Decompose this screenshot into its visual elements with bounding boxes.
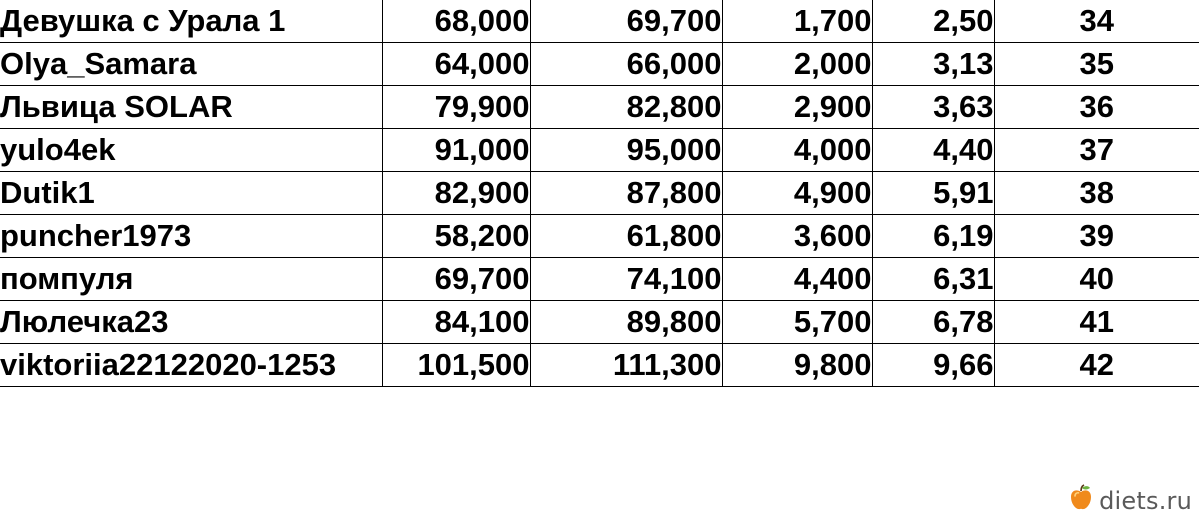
participant-name-cell: Dutik1 [0, 172, 382, 215]
percent-cell: 6,31 [872, 258, 994, 301]
participant-name-cell: Девушка с Урала 1 [0, 0, 382, 43]
percent-cell: 5,91 [872, 172, 994, 215]
start-weight-cell: 79,900 [382, 86, 530, 129]
watermark-text: diets.ru [1099, 486, 1192, 515]
weight-diff-cell: 4,400 [722, 258, 872, 301]
weight-diff-cell: 1,700 [722, 0, 872, 43]
rank-cell: 41 [994, 301, 1199, 344]
participant-name-cell: puncher1973 [0, 215, 382, 258]
participant-name-cell: помпуля [0, 258, 382, 301]
weight-diff-cell: 3,600 [722, 215, 872, 258]
percent-cell: 2,50 [872, 0, 994, 43]
start-weight-cell: 64,000 [382, 43, 530, 86]
participant-name-cell: Olya_Samara [0, 43, 382, 86]
current-weight-cell: 87,800 [530, 172, 722, 215]
rank-cell: 37 [994, 129, 1199, 172]
current-weight-cell: 61,800 [530, 215, 722, 258]
table-row [0, 215, 1199, 258]
start-weight-cell: 68,000 [382, 0, 530, 43]
start-weight-cell: 69,700 [382, 258, 530, 301]
percent-cell: 3,63 [872, 86, 994, 129]
weight-diff-cell: 4,000 [722, 129, 872, 172]
table-row [0, 258, 1199, 301]
current-weight-cell: 111,300 [530, 344, 722, 387]
participant-name-cell: yulo4ek [0, 129, 382, 172]
percent-cell: 4,40 [872, 129, 994, 172]
start-weight-cell: 91,000 [382, 129, 530, 172]
diets-ru-watermark [1068, 484, 1192, 517]
percent-cell: 9,66 [872, 344, 994, 387]
rank-cell: 35 [994, 43, 1199, 86]
weight-diff-cell: 9,800 [722, 344, 872, 387]
rank-cell: 42 [994, 344, 1199, 387]
table-row [0, 344, 1199, 387]
current-weight-cell: 89,800 [530, 301, 722, 344]
table-row [0, 301, 1199, 344]
current-weight-cell: 82,800 [530, 86, 722, 129]
participant-name-cell: Львица SOLAR [0, 86, 382, 129]
rank-cell: 34 [994, 0, 1199, 43]
percent-cell: 6,78 [872, 301, 994, 344]
apple-icon [1068, 484, 1094, 517]
table-row [0, 43, 1199, 86]
start-weight-cell: 82,900 [382, 172, 530, 215]
participant-name-cell: viktoriia22122020-1253 [0, 344, 382, 387]
weight-diff-cell: 2,000 [722, 43, 872, 86]
table-row [0, 129, 1199, 172]
start-weight-cell: 101,500 [382, 344, 530, 387]
table-row [0, 86, 1199, 129]
percent-cell: 3,13 [872, 43, 994, 86]
weight-diff-cell: 2,900 [722, 86, 872, 129]
table-row [0, 172, 1199, 215]
weight-diff-cell: 5,700 [722, 301, 872, 344]
percent-cell: 6,19 [872, 215, 994, 258]
rank-cell: 40 [994, 258, 1199, 301]
current-weight-cell: 95,000 [530, 129, 722, 172]
rank-cell: 39 [994, 215, 1199, 258]
current-weight-cell: 74,100 [530, 258, 722, 301]
rank-cell: 36 [994, 86, 1199, 129]
weight-diff-cell: 4,900 [722, 172, 872, 215]
start-weight-cell: 84,100 [382, 301, 530, 344]
current-weight-cell: 69,700 [530, 0, 722, 43]
rank-cell: 38 [994, 172, 1199, 215]
table-row [0, 0, 1199, 43]
start-weight-cell: 58,200 [382, 215, 530, 258]
participant-name-cell: Люлечка23 [0, 301, 382, 344]
current-weight-cell: 66,000 [530, 43, 722, 86]
